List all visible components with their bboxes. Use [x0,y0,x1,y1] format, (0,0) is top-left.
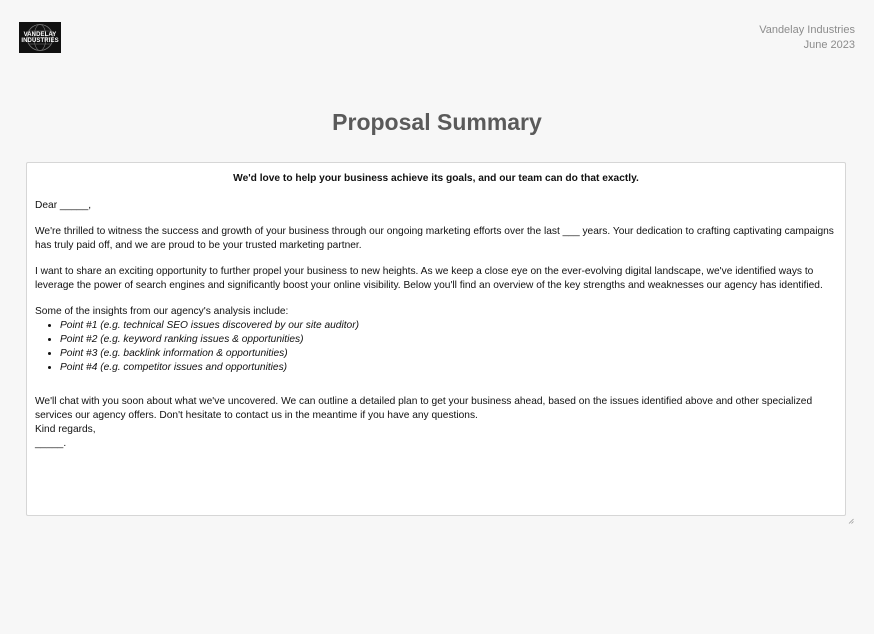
letter-signature: _____. [35,438,67,449]
list-item: • Point #2 (e.g. keyword ranking issues & opportunities) [60,333,837,347]
list-item: • Point #1 (e.g. technical SEO issues discovered by our site auditor) [60,319,837,333]
letter-closing: We'll chat with you soon about what we've uncovered. We can outline a detailed plan to get your business ahead, based on the issues identified above and other specialized services our agency offers. Don't hesitate to contact us in the meantime if you have any questions. [35,396,813,421]
insights-list [35,319,837,375]
letter-paragraph-2: I want to share an exciting opportunity to further propel your business to new heights. As we keep a close eye on the ever-evolving digital landscape, we've identified ways to leverage the power of search engines and significantly boost your online visibility. Below you'll find an overview of the key strengths and weaknesses our agency has identified. [35,266,823,291]
company-name: Vandelay Industries [759,24,855,36]
resize-handle-icon[interactable] [848,518,854,524]
letter-headline: We'd love to help your business achieve its goals, and our team can do that exactly. [233,173,639,184]
letter-regards: Kind regards, [35,424,96,435]
company-logo [19,22,61,53]
page-title: Proposal Summary [332,109,542,135]
list-item: • Point #4 (e.g. competitor issues and opportunities) [60,361,837,375]
list-item: • Point #3 (e.g. backlink information & opportunities) [60,347,837,361]
insights-intro: Some of the insights from our agency's analysis include: [35,306,289,317]
letter-paragraph-1: We're thrilled to witness the success and growth of your business through our ongoing marketing efforts over the last ___ years. Your dedication to crafting captivating campaigns has truly paid off, and we are proud to be your trusted marketing partner. [35,226,834,251]
logo-text: VANDELAY INDUSTRIES [21,31,59,44]
letter-greeting: Dear _____, [35,200,92,211]
company-info [759,23,855,53]
document-date: June 2023 [803,39,855,51]
letter-editor[interactable] [26,162,846,516]
